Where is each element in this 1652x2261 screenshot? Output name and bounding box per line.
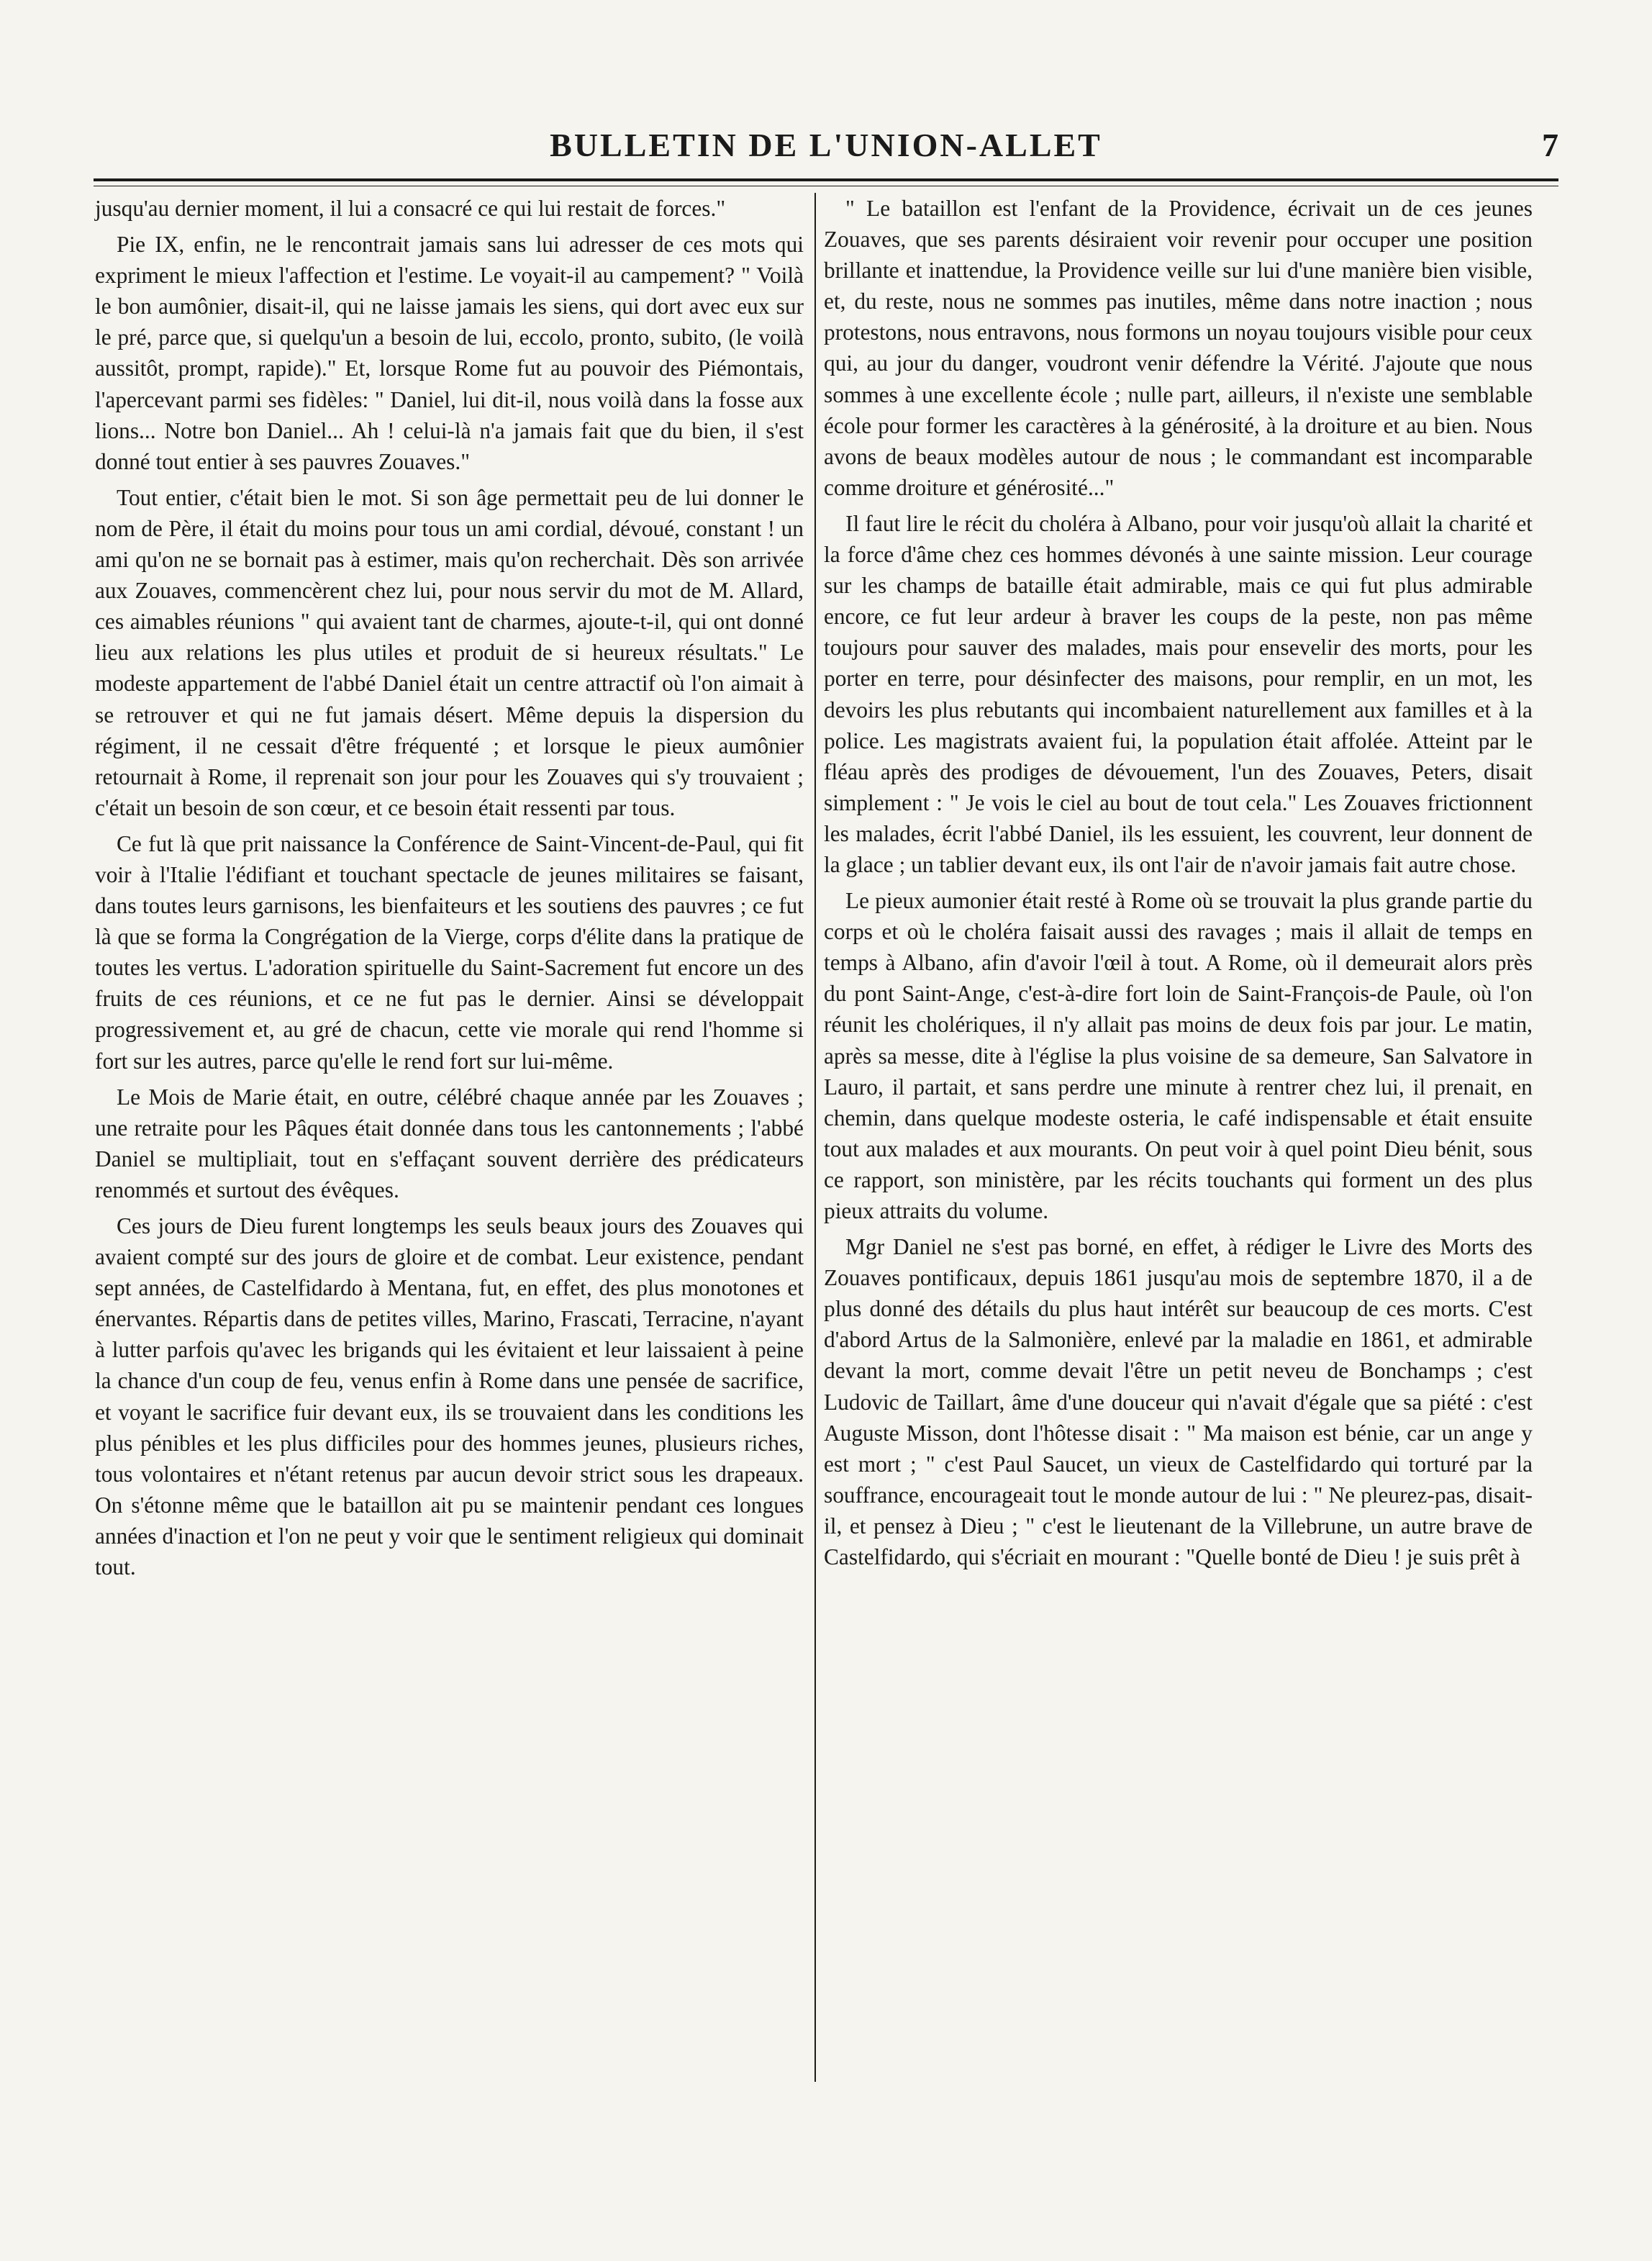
paragraph: jusqu'au dernier moment, il lui a consacré ce qui lui restait de forces." <box>95 196 726 221</box>
paragraph: Il faut lire le récit du choléra à Albano, pour voir jusqu'où allait la charité et la force d'âme chez ces hommes dévonés à une sainte mission. Leur courage sur les champs de bataille était admirable, mais ce qui fut plus admirable encore, ce fut leur ardeur à braver les coups de la peste, non pas même toujours pour sauver des malades, mais pour ensevelir des morts, pour les porter en terre, pour désinfecter des maisons, pour remplir, en un mot, les devoirs les plus rebutants qui incombaient naturellement aux familles et à la police. Les magistrats avaient fui, la population était affolée. Atteint par le fléau après des prodiges de dévouement, l'un des Zouaves, Peters, disait simplement : " Je vois le ciel au bout de tout cela." Les Zouaves frictionnent les malades, écrit l'abbé Daniel, ils les essuient, les couvrent, leur donnent de la glace ; un tablier devant eux, ils ont l'air de n'avoir jamais fait autre chose. <box>824 510 1533 877</box>
paragraph: Ce fut là que prit naissance la Conférence de Saint-Vincent-de-Paul, qui fit voir à l'Italie l'édifiant et touchant spectacle de jeunes militaires se faisant, dans toutes leurs garnisons, les bienfaiteurs et les soutiens des pauvres ; ce fut là que se forma la Congrégation de la Vierge, corps d'élite dans la pratique de toutes les vertus. L'adoration spirituelle du Saint-Sacrement fut encore un des fruits de ces réunions, et ce ne fut pas le dernier. Ainsi se développait progressivement et, au gré de chacun, cette vie morale qui rend l'homme si fort sur les autres, parce qu'elle le rend fort sur lui-même. <box>95 830 804 1074</box>
column-divider <box>814 193 816 2082</box>
right-column <box>824 193 1533 1577</box>
header-rule-thick <box>94 178 1558 181</box>
paragraph: Pie IX, enfin, ne le rencontrait jamais sans lui adresser de ces mots qui expriment le mieux l'affection et l'estime. Le voyait-il au campement? " Voilà le bon aumônier, disait-il, qui ne laisse jamais les siens, qui dort avec eux sur le pré, parce que, si quelqu'un a besoin de lui, eccolo, pronto, subito, (le voilà aussitôt, prompt, rapide)." Et, lorsque Rome fut au pouvoir des Piémontais, l'apercevant parmi ses fidèles: " Daniel, lui dit-il, nous voilà dans la fosse aux lions... Notre bon Daniel... Ah ! celui-là n'a jamais fait que du bien, il s'est donné tout entier à ses pauvres Zouaves." <box>95 232 804 474</box>
left-column <box>95 193 804 1587</box>
paragraph: Le pieux aumonier était resté à Rome où se trouvait la plus grande partie du corps et où le choléra faisait aussi des ravages ; mais il allait de temps en temps à Albano, afin d'avoir l'œil à tout. A Rome, où il demeurait alors près du pont Saint-Ange, c'est-à-dire fort loin de Saint-François-de Paule, où l'on réunit les cholériques, il n'y allait pas moins de deux fois par jour. Le matin, après sa messe, dite à l'église la plus voisine de sa demeure, San Salvatore in Lauro, il partait, et sans perdre une minute à rentrer chez lui, il prenait, en chemin, dans quelque modeste osteria, le café indispensable et était ensuite tout aux malades et aux mourants. On peut voir à quel point Dieu bénit, sous ce rapport, son ministère, par les récits touchants qui forment un des plus pieux attraits du volume. <box>824 888 1533 1223</box>
page-number: 7 <box>1542 127 1558 163</box>
page-header <box>94 126 1558 176</box>
paragraph: Le Mois de Marie était, en outre, célébré chaque année par les Zouaves ; une retraite pour les Pâques était donnée dans tous les cantonnements ; l'abbé Daniel se multipliait, tout en s'effaçant souvent derrière des prédicateurs renommés et surtout des évêques. <box>95 1084 804 1202</box>
paragraph: Ces jours de Dieu furent longtemps les seuls beaux jours des Zouaves qui avaient compté sur des jours de gloire et de combat. Leur existence, pendant sept années, de Castelfidardo à Mentana, fut, en effet, des plus monotones et énervantes. Répartis dans de petites villes, Marino, Frascati, Terracine, n'ayant à lutter parfois qu'avec les brigands qui les évitaient et leur laissaient à peine la chance d'un coup de feu, venus enfin à Rome dans une pensée de sacrifice, et voyant le sacrifice fuir devant eux, ils se trouvaient dans les conditions les plus pénibles et les plus difficiles pour des hommes jeunes, plusieurs riches, tous volontaires et n'étant retenus par aucun devoir strict sous les drapeaux. On s'étonne même que le bataillon ait pu se maintenir pendant ces longues années d'inaction et l'on ne peut y voir que le sentiment religieux qui dominait tout. <box>95 1213 804 1580</box>
paragraph: Tout entier, c'était bien le mot. Si son âge permettait peu de lui donner le nom de Père, il était du moins pour tous un ami cordial, dévoué, constant ! un ami qu'on ne se bornait pas à estimer, mais qu'on recherchait. Dès son arrivée aux Zouaves, commencèrent chez lui, pour nous servir du mot de M. Allard, ces aimables réunions " qui avaient tant de charmes, ajoute-t-il, qui ont donné lieu aux relations les plus utiles et produit de si heureux résultats." Le modeste appartement de l'abbé Daniel était un centre attractif où l'on aimait à se retrouver et qui ne fut jamais désert. Même depuis la dispersion du régiment, il ne cessait d'être fréquenté ; et lorsque le pieux aumônier retournait à Rome, il reprenait son jour pour les Zouaves qui s'y trouvaient ; c'était un besoin de son cœur, et ce besoin était ressenti par tous. <box>95 484 804 820</box>
bulletin-title: BULLETIN DE L'UNION-ALLET <box>550 127 1102 163</box>
paragraph: Mgr Daniel ne s'est pas borné, en effet, à rédiger le Livre des Morts des Zouaves pontificaux, depuis 1861 jusqu'au mois de septembre 1870, il a de plus donné des détails du plus haut intérêt sur beaucoup de ces morts. C'est d'abord Artus de la Salmonière, enlevé par la maladie en 1861, et admirable devant la mort, comme devait l'être un petit neveu de Bonchamps ; c'est Ludovic de Taillart, âme d'une douceur qui n'avait d'égale que sa piété : c'est Auguste Misson, dont l'hôtesse disait : " Ma maison est bénie, car un ange y est mort ; " c'est Paul Saucet, un vieux de Castelfidardo qui torturé par la souffrance, encourageait tout le monde autour de lui : " Ne pleurez-pas, disait-il, et pensez à Dieu ; " c'est le lieutenant de la Villebrune, un autre brave de Castelfidardo, qui s'écriait en mourant : "Quelle bonté de Dieu ! je suis prêt à <box>824 1234 1533 1570</box>
paragraph: " Le bataillon est l'enfant de la Providence, écrivait un de ces jeunes Zouaves, que ses parents désiraient voir revenir pour occuper une position brillante et inattendue, la Providence veille sur lui d'une manière bien visible, et, du reste, nous ne sommes pas inutiles, même dans notre inaction ; nous protestons, nous entravons, nous formons un noyau toujours visible pour ceux qui, au jour du danger, voudront venir défendre la Vérité. J'ajoute que nous sommes à une excellente école ; nulle part, ailleurs, il n'existe une semblable école pour former les caractères à la générosité, à la droiture et au bien. Nous avons de beaux modèles autour de nous ; le commandant est incomparable comme droiture et générosité..." <box>824 196 1533 500</box>
